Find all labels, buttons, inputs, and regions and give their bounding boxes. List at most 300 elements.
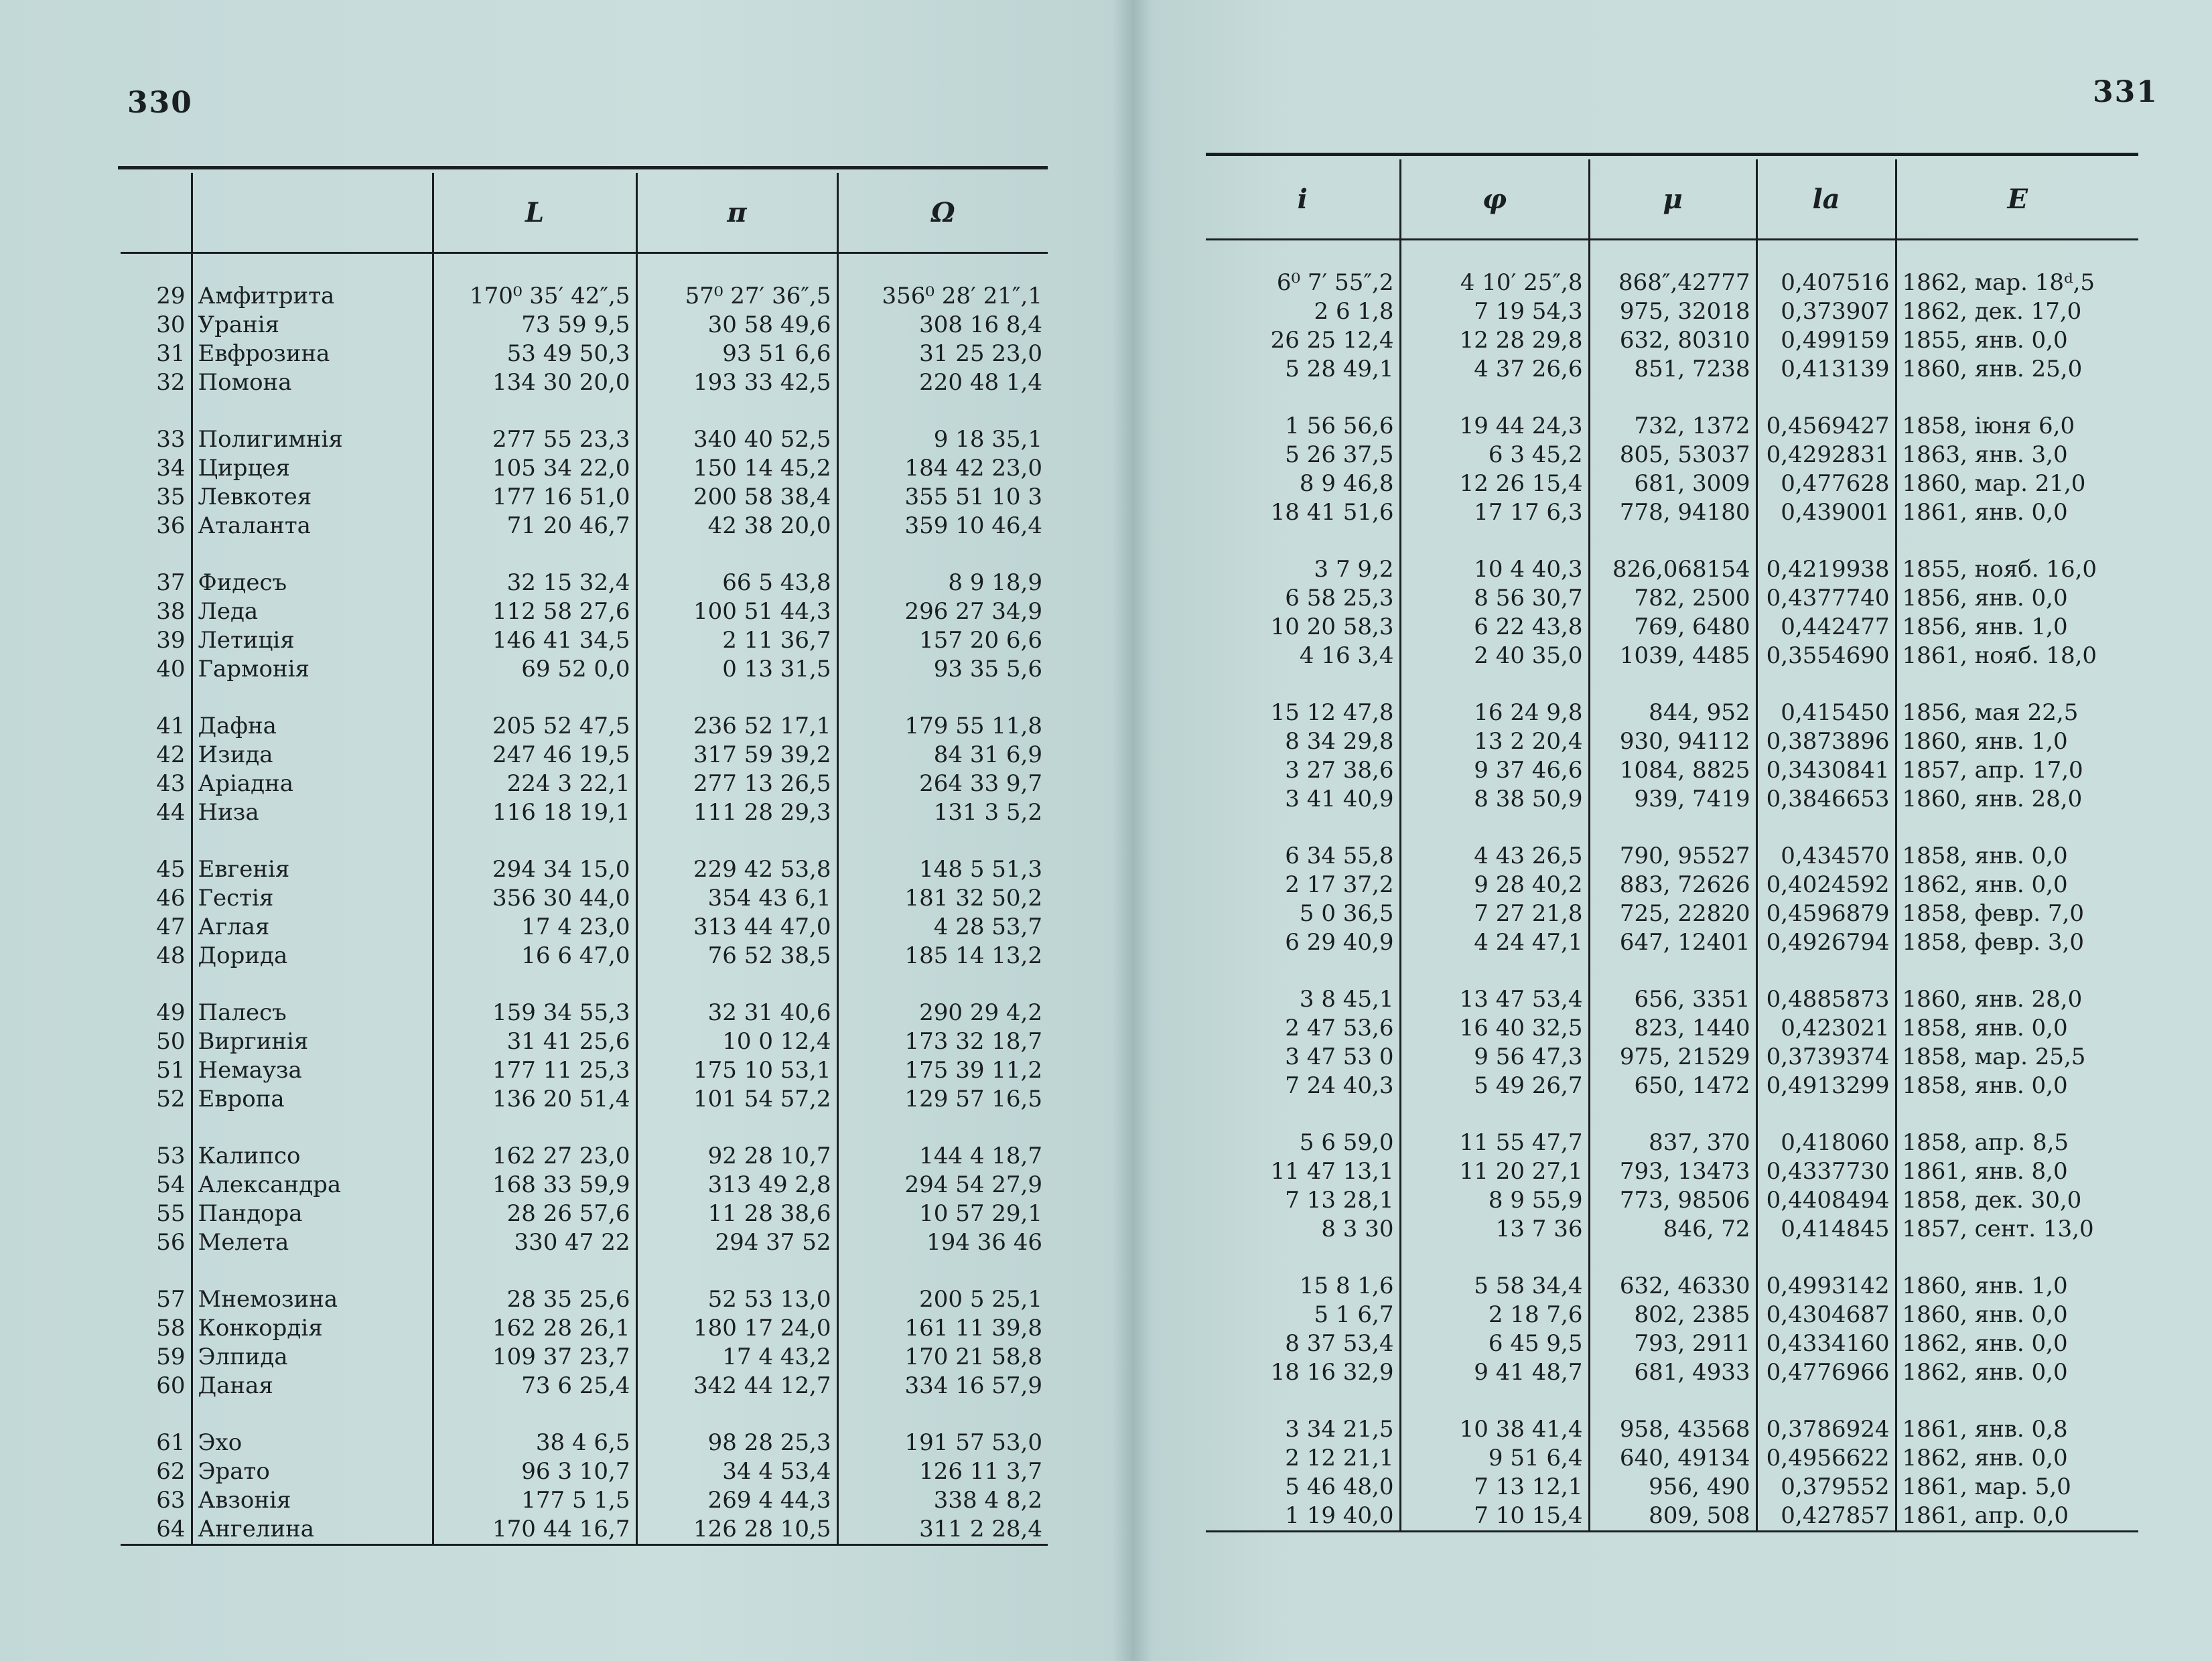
value-phi: 2 18 7,6 (1400, 1301, 1589, 1329)
table-row (121, 913, 1048, 942)
table-row (1206, 1072, 2138, 1100)
value-pi: 193 33 42,5 (636, 368, 837, 397)
group-gap-row (1206, 957, 2138, 985)
value-i: 3 27 38,6 (1285, 757, 1394, 784)
value-L: 53 49 50,3 (433, 340, 636, 368)
table-row (121, 311, 1048, 340)
book-gutter (1112, 0, 1152, 1661)
value-phi: 9 56 47,3 (1400, 1043, 1589, 1072)
value-node: 185 14 13,2 (837, 942, 1048, 970)
asteroid-name: Элпида (192, 1343, 433, 1372)
table-row (1206, 1301, 2138, 1329)
value-epoch: 1863, янв. 3,0 (1896, 441, 2138, 470)
asteroid-name: Александра (192, 1171, 433, 1200)
table-row (1206, 928, 2138, 957)
right-orbit-table (1206, 159, 2138, 1532)
table-row (1206, 470, 2138, 498)
value-mu: 656, 3351 (1589, 985, 1756, 1014)
value-mu: 793, 13473 (1589, 1157, 1756, 1186)
table-row (1206, 613, 2138, 642)
asteroid-number: 32 (156, 369, 186, 396)
value-la: 0,373907 (1756, 297, 1896, 326)
asteroid-number: 40 (156, 656, 186, 682)
value-phi: 7 13 12,1 (1400, 1473, 1589, 1502)
value-node: 194 36 46 (837, 1228, 1048, 1257)
value-L: 205 52 47,5 (433, 712, 636, 741)
asteroid-name: Пандора (192, 1200, 433, 1228)
value-i: 3 34 21,5 (1285, 1416, 1394, 1443)
table-row (121, 1056, 1048, 1085)
header-mu: μ (1589, 159, 1756, 240)
table-row (121, 1343, 1048, 1372)
value-la: 0,4304687 (1756, 1301, 1896, 1329)
asteroid-name: Амфитрита (192, 282, 433, 311)
table-row (121, 1171, 1048, 1200)
table-row (121, 1314, 1048, 1343)
asteroid-name: Авзонія (192, 1486, 433, 1515)
value-phi: 12 26 15,4 (1400, 470, 1589, 498)
table-row (1206, 1186, 2138, 1215)
value-i: 5 6 59,0 (1299, 1129, 1394, 1156)
value-phi: 8 38 50,9 (1400, 785, 1589, 814)
asteroid-name: Аріадна (192, 770, 433, 798)
value-phi: 17 17 6,3 (1400, 498, 1589, 527)
value-la: 0,439001 (1756, 498, 1896, 527)
value-mu: 846, 72 (1589, 1215, 1756, 1244)
table-row (121, 741, 1048, 770)
table-row (1206, 1014, 2138, 1043)
table-row (1206, 1444, 2138, 1473)
value-L: 224 3 22,1 (433, 770, 636, 798)
value-i: 5 26 37,5 (1285, 441, 1394, 468)
value-epoch: 1858, февр. 3,0 (1896, 928, 2138, 957)
table-row (1206, 297, 2138, 326)
table-row (1206, 584, 2138, 613)
asteroid-number: 34 (156, 455, 186, 482)
table-row (121, 855, 1048, 884)
value-phi: 8 56 30,7 (1400, 584, 1589, 613)
value-phi: 13 2 20,4 (1400, 727, 1589, 756)
right-page-number: 331 (2093, 75, 2158, 109)
left-table-top-rule (118, 166, 1048, 169)
value-mu: 732, 1372 (1589, 412, 1756, 441)
asteroid-number: 51 (156, 1057, 186, 1084)
value-node: 296 27 34,9 (837, 597, 1048, 626)
value-pi: 93 51 6,6 (636, 340, 837, 368)
value-phi: 11 20 27,1 (1400, 1157, 1589, 1186)
value-epoch: 1858, іюня 6,0 (1896, 412, 2138, 441)
value-pi: 277 13 26,5 (636, 770, 837, 798)
value-i: 2 6 1,8 (1314, 298, 1394, 325)
table-row (121, 1457, 1048, 1486)
value-la: 0,477628 (1756, 470, 1896, 498)
value-pi: 10 0 12,4 (636, 1027, 837, 1056)
header-pi: π (636, 173, 837, 253)
asteroid-number: 41 (156, 713, 186, 739)
value-i: 10 20 58,3 (1270, 613, 1394, 640)
table-row (121, 1372, 1048, 1400)
group-gap-row (121, 397, 1048, 425)
value-phi: 10 4 40,3 (1400, 555, 1589, 584)
table-row (1206, 1215, 2138, 1244)
value-mu: 647, 12401 (1589, 928, 1756, 957)
value-la: 0,4377740 (1756, 584, 1896, 613)
table-row (1206, 699, 2138, 727)
asteroid-number: 29 (156, 283, 186, 309)
value-mu: 632, 46330 (1589, 1272, 1756, 1301)
value-mu: 883, 72626 (1589, 871, 1756, 899)
table-row (1206, 899, 2138, 928)
asteroid-name: Изида (192, 741, 433, 770)
asteroid-name: Фидесъ (192, 569, 433, 597)
asteroid-name: Уранія (192, 311, 433, 340)
value-epoch: 1860, янв. 28,0 (1896, 785, 2138, 814)
table-row (1206, 1415, 2138, 1444)
value-epoch: 1862, дек. 17,0 (1896, 297, 2138, 326)
value-pi: 175 10 53,1 (636, 1056, 837, 1085)
asteroid-name: Даная (192, 1372, 433, 1400)
table-row (121, 1200, 1048, 1228)
value-epoch: 1856, янв. 1,0 (1896, 613, 2138, 642)
left-page-number: 330 (127, 86, 193, 120)
value-mu: 930, 94112 (1589, 727, 1756, 756)
asteroid-name: Гармонія (192, 655, 433, 684)
value-mu: 640, 49134 (1589, 1444, 1756, 1473)
group-gap-row (121, 540, 1048, 569)
table-row (1206, 1129, 2138, 1157)
value-pi: 76 52 38,5 (636, 942, 837, 970)
table-row (121, 340, 1048, 368)
group-gap-row (1206, 670, 2138, 699)
left-orbit-table (121, 173, 1048, 1546)
right-table-top-rule (1206, 153, 2138, 156)
value-epoch: 1860, мар. 21,0 (1896, 470, 2138, 498)
value-epoch: 1855, янв. 0,0 (1896, 326, 2138, 355)
value-la: 0,4569427 (1756, 412, 1896, 441)
asteroid-name: Эрато (192, 1457, 433, 1486)
value-node: 148 5 51,3 (837, 855, 1048, 884)
value-la: 0,3846653 (1756, 785, 1896, 814)
value-la: 0,4913299 (1756, 1072, 1896, 1100)
value-node: 220 48 1,4 (837, 368, 1048, 397)
asteroid-number: 38 (156, 598, 186, 625)
value-L: 69 52 0,0 (433, 655, 636, 684)
value-phi: 19 44 24,3 (1400, 412, 1589, 441)
value-epoch: 1860, янв. 1,0 (1896, 727, 2138, 756)
value-i: 2 12 21,1 (1285, 1445, 1394, 1471)
value-la: 0,4776966 (1756, 1358, 1896, 1387)
value-L: 28 35 25,6 (433, 1285, 636, 1314)
value-phi: 4 24 47,1 (1400, 928, 1589, 957)
value-i: 3 47 53 0 (1285, 1043, 1394, 1070)
table-row (1206, 1272, 2138, 1301)
value-i: 15 8 1,6 (1299, 1273, 1394, 1299)
value-node: 10 57 29,1 (837, 1200, 1048, 1228)
value-phi: 6 3 45,2 (1400, 441, 1589, 470)
table-row (1206, 269, 2138, 297)
value-mu: 650, 1472 (1589, 1072, 1756, 1100)
value-epoch: 1861, мар. 5,0 (1896, 1473, 2138, 1502)
value-node: 311 2 28,4 (837, 1515, 1048, 1545)
asteroid-name: Дорида (192, 942, 433, 970)
value-node: 179 55 11,8 (837, 712, 1048, 741)
table-row (121, 454, 1048, 483)
value-phi: 4 10′ 25″,8 (1400, 269, 1589, 297)
asteroid-number: 64 (121, 1515, 192, 1545)
value-pi: 340 40 52,5 (636, 425, 837, 454)
value-i: 2 17 37,2 (1285, 871, 1394, 898)
value-epoch: 1862, мар. 18ᵈ,5 (1896, 269, 2138, 297)
value-la: 0,499159 (1756, 326, 1896, 355)
asteroid-name: Летиція (192, 626, 433, 655)
name-header (192, 173, 433, 253)
value-pi: 354 43 6,1 (636, 884, 837, 913)
asteroid-number: 52 (156, 1086, 186, 1112)
group-gap-row (1206, 1387, 2138, 1415)
value-i: 5 1 6,7 (1314, 1301, 1394, 1328)
asteroid-number: 50 (156, 1028, 186, 1055)
asteroid-name: Ангелина (192, 1515, 433, 1545)
value-L: 96 3 10,7 (433, 1457, 636, 1486)
header-node: Ω (837, 173, 1048, 253)
value-pi: 17 4 43,2 (636, 1343, 837, 1372)
value-phi: 4 37 26,6 (1400, 355, 1589, 384)
table-row (121, 1429, 1048, 1457)
asteroid-name: Цирцея (192, 454, 433, 483)
value-la: 0,379552 (1756, 1473, 1896, 1502)
group-gap-row (121, 970, 1048, 999)
value-phi: 5 49 26,7 (1400, 1072, 1589, 1100)
asteroid-number: 47 (156, 914, 186, 940)
asteroid-name: Калипсо (192, 1142, 433, 1171)
value-node: 294 54 27,9 (837, 1171, 1048, 1200)
value-node: 290 29 4,2 (837, 999, 1048, 1027)
value-node: 161 11 39,8 (837, 1314, 1048, 1343)
table-row (121, 368, 1048, 397)
asteroid-number: 35 (156, 484, 186, 510)
value-mu: 632, 80310 (1589, 326, 1756, 355)
value-epoch: 1858, февр. 7,0 (1896, 899, 2138, 928)
asteroid-name: Аглая (192, 913, 433, 942)
value-epoch: 1862, янв. 0,0 (1896, 871, 2138, 899)
asteroid-number: 56 (156, 1229, 186, 1256)
asteroid-name: Гестія (192, 884, 433, 913)
group-gap-row (121, 1400, 1048, 1429)
value-L: 134 30 20,0 (433, 368, 636, 397)
value-node: 308 16 8,4 (837, 311, 1048, 340)
value-la: 0,4408494 (1756, 1186, 1896, 1215)
table-row (1206, 355, 2138, 384)
value-pi: 57⁰ 27′ 36″,5 (636, 282, 837, 311)
asteroid-name: Европа (192, 1085, 433, 1114)
value-node: 334 16 57,9 (837, 1372, 1048, 1400)
table-row (1206, 1473, 2138, 1502)
value-phi: 8 9 55,9 (1400, 1186, 1589, 1215)
value-i: 8 9 46,8 (1299, 470, 1394, 497)
header-phi: φ (1400, 159, 1589, 240)
value-la: 0,427857 (1756, 1502, 1896, 1532)
value-mu: 805, 53037 (1589, 441, 1756, 470)
value-la: 0,4926794 (1756, 928, 1896, 957)
value-epoch: 1862, янв. 0,0 (1896, 1329, 2138, 1358)
value-epoch: 1858, янв. 0,0 (1896, 1072, 2138, 1100)
value-node: 175 39 11,2 (837, 1056, 1048, 1085)
asteroid-number: 37 (156, 569, 186, 596)
value-node: 93 35 5,6 (837, 655, 1048, 684)
value-la: 0,4219938 (1756, 555, 1896, 584)
header-i: i (1206, 159, 1400, 240)
value-i: 2 47 53,6 (1285, 1015, 1394, 1041)
value-i: 15 12 47,8 (1270, 699, 1394, 726)
value-node: 191 57 53,0 (837, 1429, 1048, 1457)
asteroid-number: 36 (156, 512, 186, 539)
asteroid-number: 46 (156, 885, 186, 912)
asteroid-number: 62 (156, 1458, 186, 1485)
number-header (121, 173, 192, 253)
asteroid-name: Евгенія (192, 855, 433, 884)
value-L: 73 6 25,4 (433, 1372, 636, 1400)
value-pi: 100 51 44,3 (636, 597, 837, 626)
value-phi: 11 55 47,7 (1400, 1129, 1589, 1157)
value-phi: 7 27 21,8 (1400, 899, 1589, 928)
value-epoch: 1861, апр. 0,0 (1896, 1502, 2138, 1532)
value-mu: 778, 94180 (1589, 498, 1756, 527)
value-node: 264 33 9,7 (837, 770, 1048, 798)
value-mu: 851, 7238 (1589, 355, 1756, 384)
value-i: 26 25 12,4 (1270, 327, 1394, 354)
value-epoch: 1856, янв. 0,0 (1896, 584, 2138, 613)
value-pi: 2 11 36,7 (636, 626, 837, 655)
value-la: 0,442477 (1756, 613, 1896, 642)
spacer-row (121, 253, 1048, 283)
value-L: 277 55 23,3 (433, 425, 636, 454)
value-mu: 725, 22820 (1589, 899, 1756, 928)
value-pi: 34 4 53,4 (636, 1457, 837, 1486)
value-pi: 294 37 52 (636, 1228, 837, 1257)
table-row (1206, 412, 2138, 441)
value-i: 3 7 9,2 (1314, 556, 1394, 583)
value-mu: 681, 4933 (1589, 1358, 1756, 1387)
value-mu: 975, 32018 (1589, 297, 1756, 326)
table-row (121, 1515, 1048, 1545)
asteroid-name: Палесъ (192, 999, 433, 1027)
value-mu: 939, 7419 (1589, 785, 1756, 814)
value-node: 356⁰ 28′ 21″,1 (837, 282, 1048, 311)
group-gap-row (121, 1257, 1048, 1285)
value-L: 168 33 59,9 (433, 1171, 636, 1200)
value-i: 18 16 32,9 (1270, 1359, 1394, 1386)
asteroid-name: Виргинія (192, 1027, 433, 1056)
asteroid-name: Дафна (192, 712, 433, 741)
table-row (1206, 985, 2138, 1014)
value-L: 177 16 51,0 (433, 483, 636, 512)
value-pi: 111 28 29,3 (636, 798, 837, 827)
value-epoch: 1857, апр. 17,0 (1896, 756, 2138, 785)
value-L: 73 59 9,5 (433, 311, 636, 340)
header-E: E (1896, 159, 2138, 240)
value-L: 356 30 44,0 (433, 884, 636, 913)
asteroid-number: 57 (156, 1286, 186, 1313)
group-gap-row (121, 827, 1048, 855)
table-row (1206, 326, 2138, 355)
table-row (1206, 1329, 2138, 1358)
asteroid-number: 43 (156, 770, 186, 797)
asteroid-name: Левкотея (192, 483, 433, 512)
asteroid-number: 59 (156, 1344, 186, 1370)
value-mu: 809, 508 (1589, 1502, 1756, 1532)
value-phi: 9 37 46,6 (1400, 756, 1589, 785)
value-la: 0,413139 (1756, 355, 1896, 384)
group-gap-row (121, 684, 1048, 712)
value-pi: 0 13 31,5 (636, 655, 837, 684)
table-row (1206, 1358, 2138, 1387)
table-row (1206, 842, 2138, 871)
value-L: 162 28 26,1 (433, 1314, 636, 1343)
group-gap-row (1206, 1244, 2138, 1272)
table-row (1206, 756, 2138, 785)
value-L: 38 4 6,5 (433, 1429, 636, 1457)
value-mu: 826,068154 (1589, 555, 1756, 584)
value-la: 0,4885873 (1756, 985, 1896, 1014)
value-node: 170 21 58,8 (837, 1343, 1048, 1372)
value-node: 184 42 23,0 (837, 454, 1048, 483)
value-phi: 9 28 40,2 (1400, 871, 1589, 899)
value-i: 3 41 40,9 (1285, 786, 1394, 812)
table-row (121, 1027, 1048, 1056)
table-row (121, 569, 1048, 597)
value-node: 126 11 3,7 (837, 1457, 1048, 1486)
value-la: 0,4993142 (1756, 1272, 1896, 1301)
value-i: 18 41 51,6 (1270, 499, 1394, 526)
value-mu: 802, 2385 (1589, 1301, 1756, 1329)
value-epoch: 1862, янв. 0,0 (1896, 1444, 2138, 1473)
value-pi: 32 31 40,6 (636, 999, 837, 1027)
value-node: 131 3 5,2 (837, 798, 1048, 827)
value-phi: 16 40 32,5 (1400, 1014, 1589, 1043)
value-i: 5 28 49,1 (1285, 356, 1394, 382)
value-node: 359 10 46,4 (837, 512, 1048, 540)
asteroid-name: Евфрозина (192, 340, 433, 368)
group-gap-row (1206, 384, 2138, 412)
value-pi: 150 14 45,2 (636, 454, 837, 483)
value-epoch: 1858, янв. 0,0 (1896, 842, 2138, 871)
value-pi: 229 42 53,8 (636, 855, 837, 884)
asteroid-name: Полигимнія (192, 425, 433, 454)
asteroid-number: 55 (156, 1200, 186, 1227)
table-row (121, 282, 1048, 311)
value-epoch: 1860, янв. 1,0 (1896, 1272, 2138, 1301)
value-pi: 92 28 10,7 (636, 1142, 837, 1171)
asteroid-name: Эхо (192, 1429, 433, 1457)
value-phi: 5 58 34,4 (1400, 1272, 1589, 1301)
value-i: 6 58 25,3 (1285, 585, 1394, 611)
value-la: 0,407516 (1756, 269, 1896, 297)
value-la: 0,4024592 (1756, 871, 1896, 899)
asteroid-number: 58 (156, 1315, 186, 1342)
value-mu: 782, 2500 (1589, 584, 1756, 613)
group-gap-row (1206, 814, 2138, 842)
header-L: L (433, 173, 636, 253)
table-row (121, 425, 1048, 454)
value-phi: 13 7 36 (1400, 1215, 1589, 1244)
asteroid-number: 45 (156, 856, 186, 883)
value-pi: 313 44 47,0 (636, 913, 837, 942)
group-gap-row (1206, 527, 2138, 555)
value-epoch: 1858, янв. 0,0 (1896, 1014, 2138, 1043)
table-row (1206, 498, 2138, 527)
value-la: 0,434570 (1756, 842, 1896, 871)
value-mu: 823, 1440 (1589, 1014, 1756, 1043)
